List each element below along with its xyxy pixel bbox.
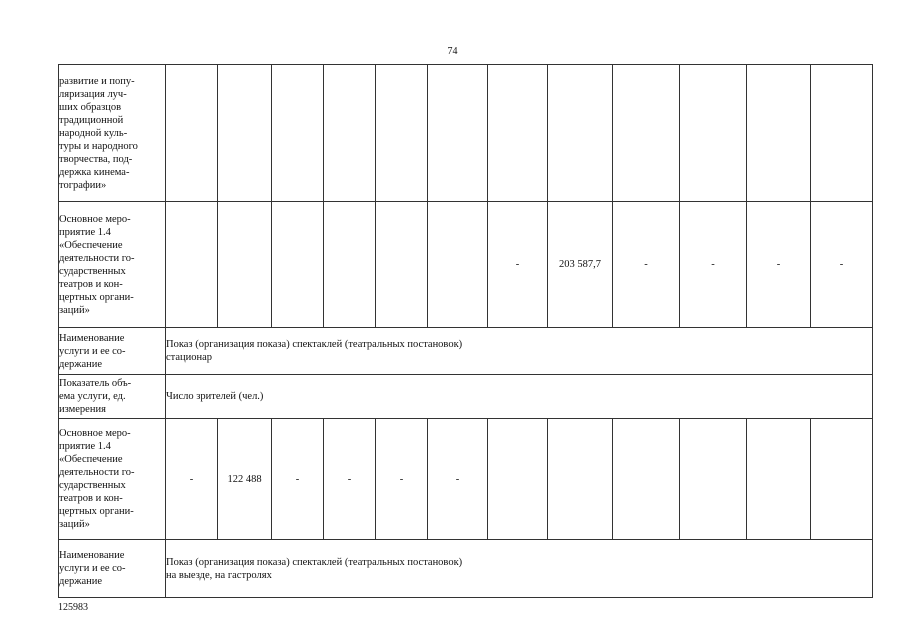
empty-cell	[488, 65, 548, 202]
empty-cell	[613, 65, 680, 202]
main-event-row	[59, 419, 873, 540]
service-name-row	[59, 540, 873, 598]
value-cell: -	[428, 419, 488, 540]
empty-cell	[548, 65, 613, 202]
value-cell: -	[324, 419, 376, 540]
value-cell	[376, 202, 428, 328]
value-cell	[613, 419, 680, 540]
value-cell: -	[488, 202, 548, 328]
row-label: Основное меро- приятие 1.4 «Обеспечение деятельности го- сударственных театров и кон- цертных органи- заций»	[59, 419, 166, 540]
row-label: Основное меро- приятие 1.4 «Обеспечение деятельности го- сударственных театров и кон- цертных органи- заций»	[59, 202, 166, 328]
empty-cell	[428, 65, 488, 202]
value-cell	[680, 419, 747, 540]
value-cell	[811, 419, 873, 540]
value-cell: -	[747, 202, 811, 328]
document-code: 125983	[58, 602, 88, 613]
empty-cell	[218, 65, 272, 202]
service-name-row	[59, 328, 873, 375]
page-number: 74	[447, 46, 458, 57]
empty-cell	[811, 65, 873, 202]
service-description: Показ (организация показа) спектаклей (театральных постановок) стационар	[166, 328, 873, 375]
continuation-row	[59, 65, 873, 202]
row-label: Наименование услуги и ее со- держание	[59, 540, 166, 598]
empty-cell	[166, 65, 218, 202]
value-cell: -	[613, 202, 680, 328]
row-label: Наименование услуги и ее со- держание	[59, 328, 166, 375]
volume-indicator-row	[59, 375, 873, 419]
row-label: Показатель объ- ема услуги, ед. измерения	[59, 375, 166, 419]
budget-table	[58, 64, 873, 598]
main-event-row	[59, 202, 873, 328]
value-cell	[548, 419, 613, 540]
value-cell: -	[272, 419, 324, 540]
row-label: развитие и попу- ляризация луч- ших образцов традиционной народной куль- туры и народного творчества, под- держка кинема- тографии»	[59, 65, 166, 202]
value-cell: -	[166, 419, 218, 540]
value-cell: -	[680, 202, 747, 328]
value-cell	[166, 202, 218, 328]
value-cell: 203 587,7	[548, 202, 613, 328]
value-cell	[324, 202, 376, 328]
value-cell: 122 488	[218, 419, 272, 540]
empty-cell	[747, 65, 811, 202]
indicator-description: Число зрителей (чел.)	[166, 375, 873, 419]
value-cell: -	[811, 202, 873, 328]
value-cell	[488, 419, 548, 540]
empty-cell	[376, 65, 428, 202]
value-cell	[428, 202, 488, 328]
service-description: Показ (организация показа) спектаклей (театральных постановок) на выезде, на гастролях	[166, 540, 873, 598]
empty-cell	[680, 65, 747, 202]
empty-cell	[324, 65, 376, 202]
value-cell: -	[376, 419, 428, 540]
value-cell	[218, 202, 272, 328]
value-cell	[272, 202, 324, 328]
empty-cell	[272, 65, 324, 202]
value-cell	[747, 419, 811, 540]
